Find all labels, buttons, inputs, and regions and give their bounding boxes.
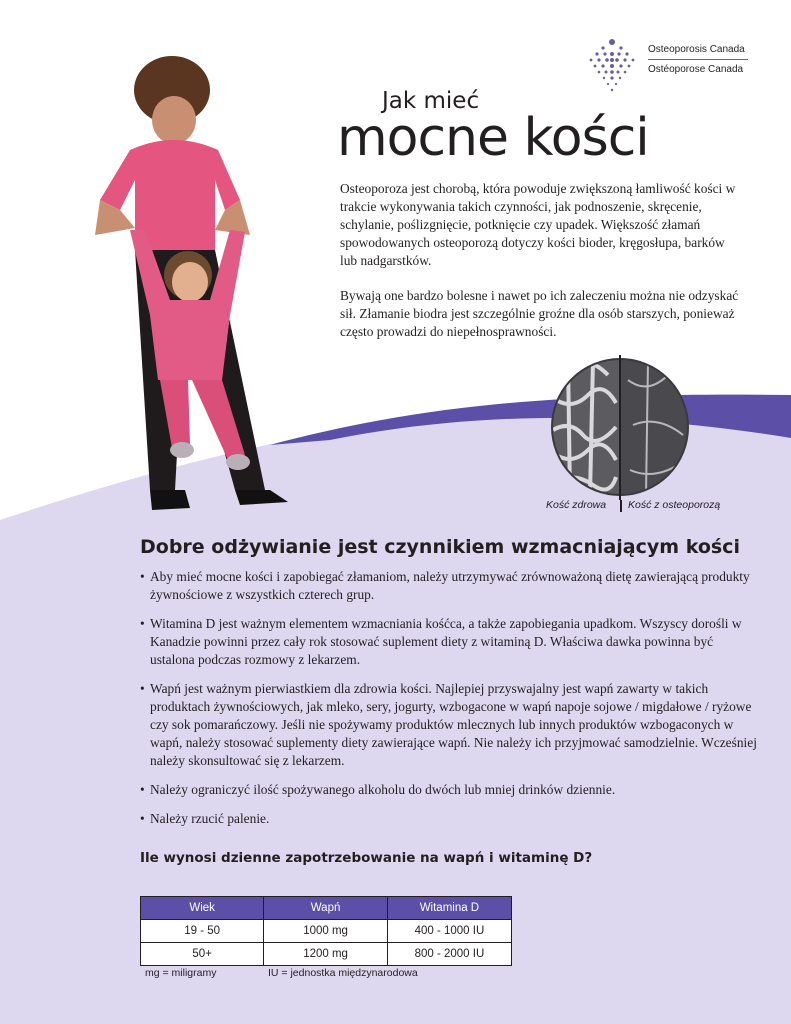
bone-comparison-figure (548, 355, 693, 515)
osteoporosis-canada-logo-icon (583, 36, 641, 96)
intro-text (340, 180, 740, 358)
column-header-calcium: Wapń (264, 897, 387, 920)
page-subtitle: Jak mieć (382, 88, 480, 114)
intro-paragraph-2: Bywają one bardzo bolesne i nawet po ich zaleczeniu można nie odzyskać sił. Złamanie biodra jest szczególnie groźne dla osób starszych, ponieważ często prowadzi do niepełnosprawności. (340, 288, 739, 339)
footnote-iu: IU = jednostka międzynarodowa (268, 967, 418, 979)
list-item: • Wapń jest ważnym pierwiastkiem dla zdrowia kości. Najlepiej przyswajalny jest wapń zawarty w takich produktach żywnościowych, jak mleko, sery, jogurty, wzbogacone w wapń napoje sojowe / migdałowe / ryżowe czy sok pomarańczowy. Jeśli nie spożywamy produktów mlecznych lub innych produktów wzbogaconych w wapń, należy stosować suplementy diety zawierające wapń. Nie należy ich przyjmować samodzielnie. Wcześniej należy skonsultować się z lekarzem. (140, 680, 760, 770)
table-row (141, 943, 512, 966)
organization-name (648, 43, 748, 76)
bone-divider (620, 500, 622, 512)
table-cell: 50+ (141, 943, 264, 966)
requirements-question: Ile wynosi dzienne zapotrzebowanie na wapń i witaminę D? (140, 850, 593, 866)
nutrition-bullet-list (140, 568, 760, 839)
list-item: • Należy ograniczyć ilość spożywanego alkoholu do dwóch lub mniej drinków dziennie. (140, 781, 760, 799)
column-header-vitamin-d: Witamina D (387, 897, 511, 920)
intake-table (140, 896, 512, 966)
list-item: • Witamina D jest ważnym elementem wzmacniania kośćca, a także zapobiegania upadkom. Wszyscy dorośli w Kanadzie powinni przez cały rok stosować suplement diety z witaminą D. Właściwa dawka powinna być ustalona podczas rozmowy z lekarzem. (140, 615, 760, 669)
table-cell: 400 - 1000 IU (387, 920, 511, 943)
footnote-mg: mg = miligramy (145, 967, 217, 979)
table-cell: 800 - 2000 IU (387, 943, 511, 966)
table-cell: 19 - 50 (141, 920, 264, 943)
table-header-row (141, 897, 512, 920)
table-row (141, 920, 512, 943)
table-cell: 1200 mg (264, 943, 387, 966)
list-item: • Aby mieć mocne kości i zapobiegać złamaniom, należy utrzymywać zrównoważoną dietę zawierającą produkty żywnościowe z wszystkich czterech grup. (140, 568, 760, 604)
intro-paragraph-1: Osteoporoza jest chorobą, która powoduje zwiększoną łamliwość kości w trakcie wykonywania takich czynności, jak podnoszenie, skręcenie, schylanie, poślizgnięcie, potknięcie czy upadek. Większość złamań spowodowanych osteoporozą dotyczy kości bioder, kręgosłupa, barków lub nadgarstków. (340, 181, 736, 268)
table-cell: 1000 mg (264, 920, 387, 943)
grandmother-child-photo (90, 50, 300, 570)
column-header-age: Wiek (141, 897, 264, 920)
list-item: • Należy rzucić palenie. (140, 810, 760, 828)
healthy-bone-label: Kość zdrowa (546, 499, 607, 511)
page-title: mocne kości (337, 108, 649, 168)
bone-comparison-icon (548, 355, 693, 500)
osteoporosis-bone-label: Kość z osteoporozą (628, 499, 721, 511)
nutrition-heading: Dobre odżywianie jest czynnikiem wzmacniającym kości (140, 536, 740, 558)
organization-name-english: Osteoporosis Canada (648, 43, 748, 60)
organization-name-french: Ostéoporose Canada (648, 64, 744, 75)
